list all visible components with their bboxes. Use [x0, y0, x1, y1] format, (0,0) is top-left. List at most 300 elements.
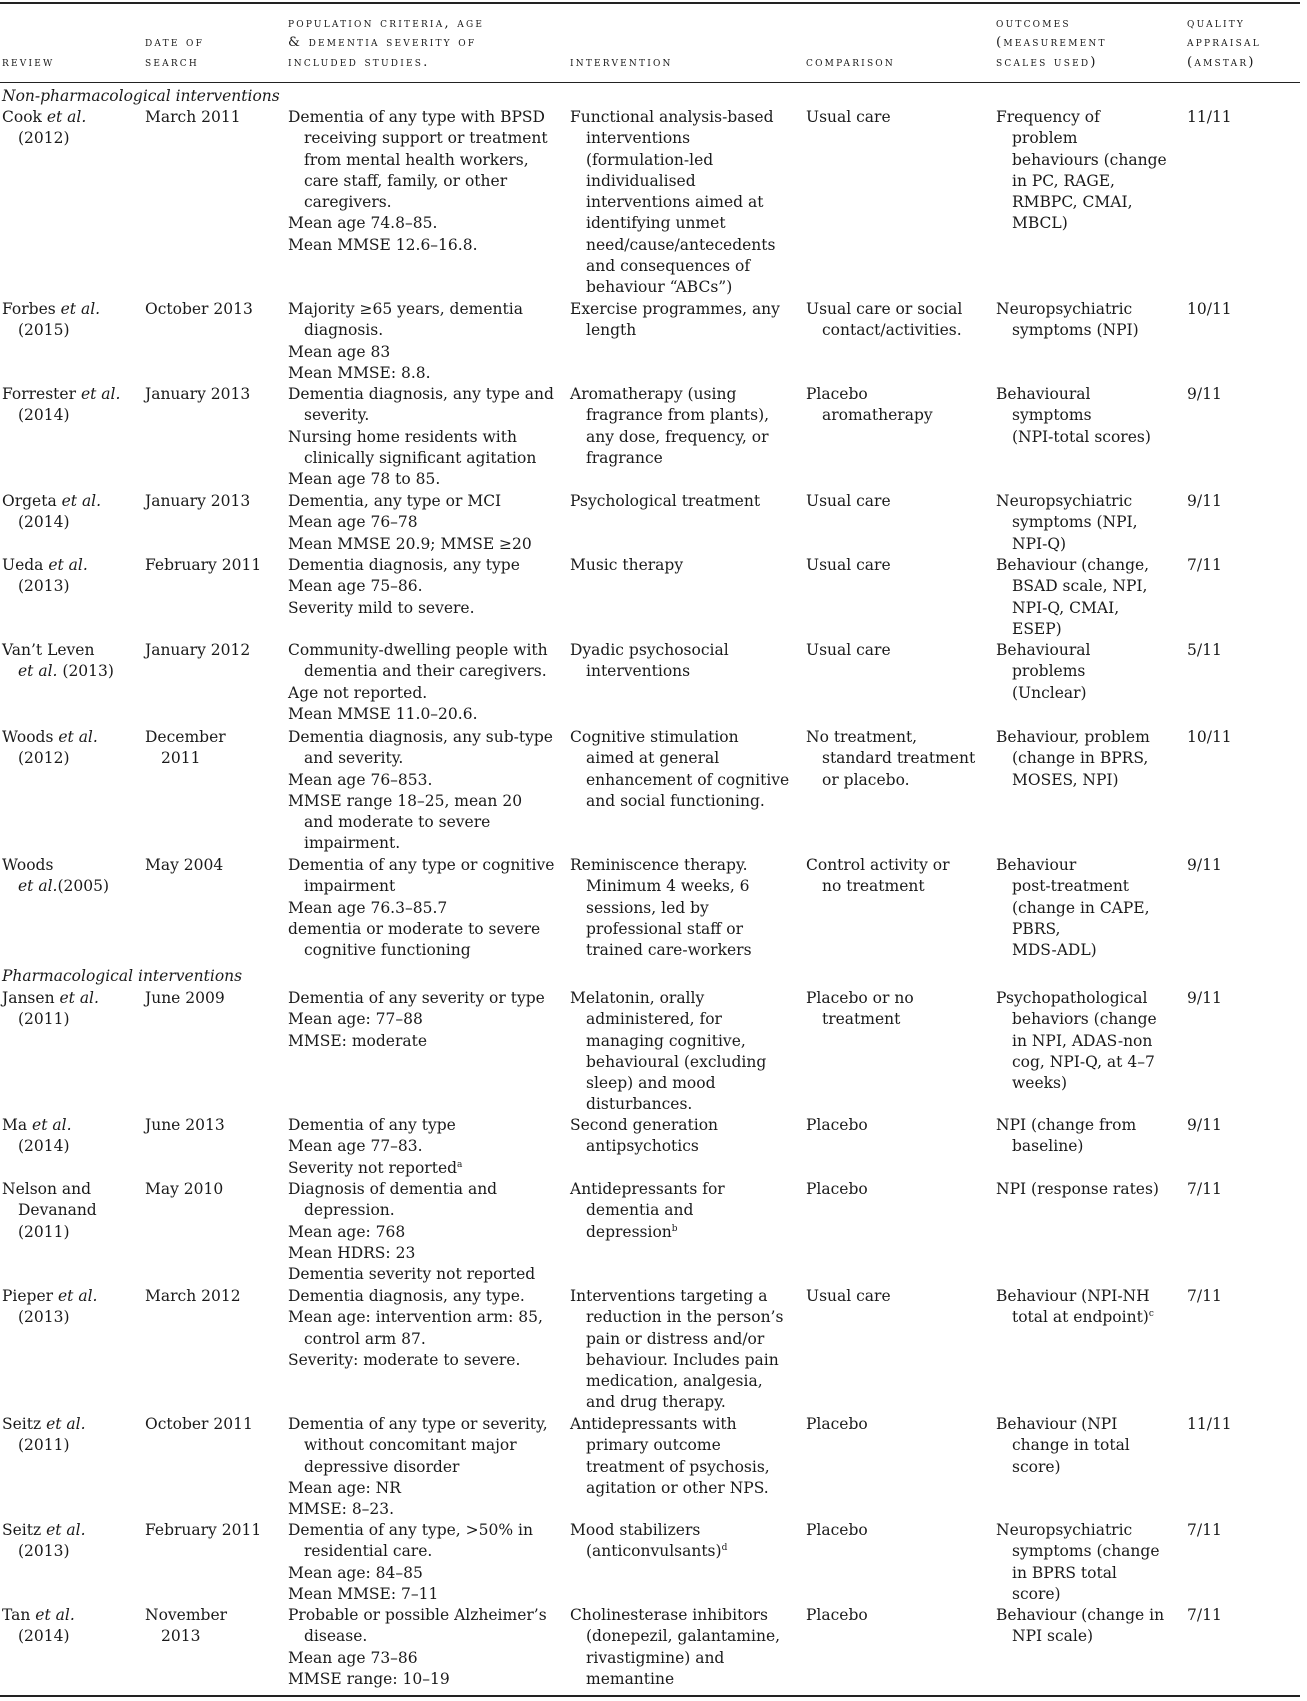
- comparison-line: Placebo: [806, 1606, 868, 1624]
- population-line: Mean age 74.8–85.: [288, 214, 438, 233]
- intervention-line: reduction in the person’s: [586, 1308, 784, 1327]
- population-line: Mean MMSE 20.9; MMSE ≥20: [288, 534, 532, 553]
- date-cell: [145, 1520, 285, 1541]
- et-al: et al.: [59, 989, 99, 1007]
- review-line: Ma et al.: [2, 1116, 72, 1134]
- population-item: [288, 1478, 558, 1499]
- et-al: et al.: [35, 1606, 75, 1624]
- date-cell: [145, 727, 285, 770]
- population-item: [288, 1286, 558, 1307]
- intervention-line: Psychological treatment: [570, 492, 761, 510]
- outcome-line: NPI scale): [1012, 1627, 1094, 1646]
- population-line: Mean age: 77–88: [288, 1010, 423, 1029]
- population-line: Mean HDRS: 23: [288, 1243, 416, 1262]
- date-line: October 2013: [145, 300, 253, 318]
- quality-cell: [1187, 1520, 1297, 1541]
- et-al: et al.: [18, 877, 58, 896]
- amstar-score: 9/11: [1187, 492, 1222, 510]
- header-review: review: [2, 54, 55, 70]
- date-cell: [145, 855, 285, 876]
- intervention-line: Functional analysis-based: [570, 108, 774, 126]
- outcome-line: Behaviour, problem: [996, 728, 1150, 746]
- review-line: (2013): [18, 577, 70, 596]
- population-item: [288, 299, 558, 342]
- comparison-cell: [806, 1115, 996, 1136]
- population-item: [288, 1179, 558, 1222]
- et-al: et al.: [60, 300, 101, 318]
- population-line: Mean age: 768: [288, 1222, 406, 1241]
- review-line: (2011): [18, 1222, 70, 1241]
- population-item: [288, 107, 558, 213]
- header-intervention: intervention: [570, 54, 673, 70]
- outcome-line: Behaviour: [996, 856, 1077, 874]
- intervention-line: dementia and: [586, 1201, 694, 1220]
- section-nonpharmacological: Non-pharmacological interventions: [2, 87, 280, 105]
- comparison-line: Usual care: [806, 108, 891, 126]
- intervention-line: any dose, frequency, or: [586, 427, 769, 446]
- comparison-cell: [806, 988, 996, 1031]
- review-line: Cook et al.: [2, 108, 87, 126]
- review-cell: [2, 640, 142, 683]
- outcome-line: cog, NPI-Q, at 4–7: [1012, 1052, 1155, 1071]
- population-line: Mean MMSE 11.0–20.6.: [288, 704, 478, 723]
- population-line: disease.: [304, 1627, 368, 1646]
- amstar-score: 9/11: [1187, 856, 1222, 874]
- population-line: Dementia severity not reported: [288, 1265, 536, 1284]
- comparison-line: Placebo: [806, 1415, 868, 1433]
- date-line: May 2004: [145, 856, 224, 874]
- intervention-line: trained care-workers: [586, 941, 752, 960]
- population-item: [288, 1243, 558, 1264]
- outcome-line: BSAD scale, NPI,: [1012, 577, 1148, 596]
- amstar-score: 9/11: [1187, 385, 1222, 403]
- population-item: [288, 1158, 558, 1179]
- population-cell: [288, 1414, 558, 1520]
- outcomes-cell: [996, 727, 1186, 791]
- intervention-line: need/cause/antecedents: [586, 235, 776, 254]
- review-cell: [2, 855, 142, 898]
- intervention-line: Melatonin, orally: [570, 989, 705, 1007]
- population-item: [288, 1520, 558, 1563]
- et-al: et al.: [46, 1521, 86, 1539]
- population-line: care staff, family, or other: [304, 171, 508, 190]
- outcome-line: symptoms (NPI): [1012, 321, 1139, 340]
- outcome-line: total at endpoint)$^c$: [1012, 1308, 1154, 1327]
- outcomes-cell: [996, 1286, 1186, 1329]
- population-cell: [288, 491, 558, 555]
- date-cell: [145, 1286, 285, 1307]
- comparison-cell: [806, 640, 996, 661]
- population-line: Dementia of any type: [288, 1116, 456, 1134]
- intervention-line: Antidepressants with: [570, 1415, 737, 1433]
- review-line: (2011): [18, 1436, 70, 1455]
- population-line: Mean age 76–853.: [288, 770, 433, 789]
- population-item: [288, 213, 558, 234]
- population-item: [288, 1563, 558, 1584]
- header-rule: [0, 82, 1300, 83]
- date-line: June 2009: [145, 989, 225, 1007]
- intervention-cell: [570, 1520, 795, 1563]
- intervention-line: Dyadic psychosocial: [570, 641, 729, 659]
- population-cell: [288, 107, 558, 256]
- outcome-line: Behavioural: [996, 385, 1091, 403]
- intervention-line: Reminiscence therapy.: [570, 856, 748, 874]
- comparison-line: aromatherapy: [822, 406, 933, 425]
- population-item: [288, 1115, 558, 1136]
- intervention-line: (anticonvulsants)$^d$: [586, 1542, 728, 1561]
- population-line: Severity mild to severe.: [288, 598, 475, 617]
- et-al: et al.: [61, 492, 102, 510]
- review-line: (2014): [18, 1137, 70, 1156]
- amstar-score: 7/11: [1187, 1287, 1222, 1305]
- review-cell: [2, 1179, 142, 1243]
- population-item: [288, 1264, 558, 1285]
- date-cell: [145, 299, 285, 320]
- review-line: Van’t Leven: [2, 641, 95, 659]
- intervention-line: administered, for: [586, 1010, 722, 1029]
- intervention-line: (formulation-led: [586, 150, 714, 169]
- outcomes-cell: [996, 491, 1186, 555]
- comparison-line: Usual care: [806, 492, 891, 510]
- intervention-line: medication, analgesia,: [586, 1372, 763, 1391]
- review-line: Devanand: [18, 1201, 97, 1220]
- population-item: [288, 555, 558, 576]
- comparison-line: contact/activities.: [822, 321, 962, 340]
- outcome-line: MOSES, NPI): [1012, 770, 1119, 789]
- outcome-line: Psychopathological: [996, 989, 1148, 1007]
- review-cell: [2, 1520, 142, 1563]
- population-line: Nursing home residents with: [288, 427, 517, 446]
- review-cell: [2, 1286, 142, 1329]
- et-al: et al.: [80, 385, 121, 403]
- outcome-line: NPI (response rates): [996, 1180, 1159, 1198]
- quality-cell: [1187, 491, 1297, 512]
- outcome-line: NPI (change from: [996, 1116, 1137, 1134]
- amstar-score: 10/11: [1187, 300, 1232, 318]
- intervention-line: interventions: [586, 129, 691, 148]
- comparison-cell: [806, 1286, 996, 1307]
- outcome-line: symptoms (NPI,: [1012, 513, 1138, 532]
- population-line: MMSE range: 10–19: [288, 1669, 450, 1688]
- intervention-line: Mood stabilizers: [570, 1521, 701, 1539]
- outcome-line: Behaviour (NPI: [996, 1415, 1118, 1433]
- outcome-line: symptoms (change: [1012, 1542, 1160, 1561]
- comparison-cell: [806, 1520, 996, 1541]
- population-line: Dementia of any severity or type: [288, 989, 545, 1007]
- outcome-line: Behaviour (change,: [996, 556, 1150, 574]
- quality-cell: [1187, 640, 1297, 661]
- header-comparison: comparison: [806, 54, 895, 70]
- date-line: 2013: [161, 1627, 201, 1646]
- intervention-line: interventions: [586, 662, 691, 681]
- date-cell: [145, 640, 285, 661]
- population-item: [288, 598, 558, 619]
- intervention-line: aimed at general: [586, 749, 720, 768]
- quality-cell: [1187, 384, 1297, 405]
- comparison-line: Placebo: [806, 385, 868, 403]
- population-cell: [288, 384, 558, 490]
- intervention-line: Music therapy: [570, 556, 684, 574]
- review-line: Woods et al.: [2, 728, 98, 746]
- population-item: [288, 576, 558, 597]
- population-line: Mean age 83: [288, 342, 391, 361]
- comparison-line: Placebo: [806, 1180, 868, 1198]
- comparison-cell: [806, 555, 996, 576]
- population-cell: [288, 555, 558, 619]
- outcome-line: baseline): [1012, 1137, 1084, 1156]
- population-item: [288, 704, 558, 725]
- intervention-cell: [570, 727, 795, 812]
- comparison-line: Usual care: [806, 556, 891, 574]
- bottom-rule: [0, 1695, 1300, 1697]
- population-line: Probable or possible Alzheimer’s: [288, 1606, 547, 1624]
- outcomes-cell: [996, 555, 1186, 640]
- outcome-line: MBCL): [1012, 214, 1068, 233]
- population-item: [288, 1414, 558, 1478]
- comparison-line: Usual care or social: [806, 300, 963, 318]
- population-line: Dementia, any type or MCI: [288, 492, 502, 510]
- date-cell: [145, 491, 285, 512]
- population-line: impairment.: [304, 834, 401, 853]
- intervention-line: fragrance from plants),: [586, 406, 770, 425]
- header-date: date of search: [145, 35, 205, 70]
- outcome-line: RMBPC, CMAI,: [1012, 193, 1133, 212]
- outcomes-cell: [996, 1414, 1186, 1478]
- review-line: Forbes et al.: [2, 300, 101, 318]
- review-line: (2013): [18, 1542, 70, 1561]
- population-item: [288, 512, 558, 533]
- population-line: Community-dwelling people with: [288, 641, 548, 659]
- population-item: [288, 640, 558, 683]
- review-line: Ueda et al.: [2, 556, 88, 574]
- intervention-line: and drug therapy.: [586, 1393, 726, 1412]
- date-line: February 2011: [145, 556, 262, 574]
- outcome-line: Neuropsychiatric: [996, 1521, 1133, 1539]
- population-item: [288, 1669, 558, 1690]
- review-cell: [2, 384, 142, 427]
- date-line: January 2012: [145, 641, 251, 659]
- population-line: Mean age: 84–85: [288, 1563, 423, 1582]
- intervention-line: pain or distress and/or: [586, 1329, 765, 1348]
- comparison-cell: [806, 727, 996, 791]
- population-line: Mean age 76.3–85.7: [288, 898, 448, 917]
- amstar-score: 10/11: [1187, 728, 1232, 746]
- outcomes-cell: [996, 1115, 1186, 1158]
- comparison-cell: [806, 491, 996, 512]
- review-line: (2012): [18, 749, 70, 768]
- population-cell: [288, 1520, 558, 1605]
- intervention-line: Exercise programmes, any: [570, 300, 780, 318]
- intervention-cell: [570, 1179, 795, 1243]
- review-cell: [2, 299, 142, 342]
- intervention-line: sleep) and mood: [586, 1074, 716, 1093]
- review-line: (2014): [18, 513, 70, 532]
- population-item: [288, 1648, 558, 1669]
- population-line: impairment: [304, 877, 396, 896]
- intervention-cell: [570, 107, 795, 299]
- outcomes-cell: [996, 1605, 1186, 1648]
- population-line: control arm 87.: [304, 1329, 426, 1348]
- intervention-line: Cognitive stimulation: [570, 728, 739, 746]
- population-line: diagnosis.: [304, 321, 384, 340]
- population-item: [288, 683, 558, 704]
- intervention-line: professional staff or: [586, 919, 743, 938]
- intervention-cell: [570, 855, 795, 961]
- intervention-cell: [570, 491, 795, 512]
- population-line: Mean age 75–86.: [288, 577, 423, 596]
- date-line: December: [145, 728, 226, 746]
- review-line: Seitz et al.: [2, 1521, 86, 1539]
- population-item: [288, 491, 558, 512]
- quality-cell: [1187, 1179, 1297, 1200]
- footnote-marker: c: [1148, 1309, 1154, 1320]
- et-al: et al.: [48, 556, 88, 574]
- review-cell: [2, 107, 142, 150]
- population-item: [288, 1009, 558, 1030]
- population-line: Dementia of any type with BPSD: [288, 108, 545, 126]
- intervention-cell: [570, 640, 795, 683]
- intervention-line: Aromatherapy (using: [570, 385, 737, 403]
- intervention-line: Minimum 4 weeks, 6: [586, 877, 750, 896]
- outcome-line: NPI-Q, CMAI,: [1012, 598, 1120, 617]
- intervention-line: behaviour. Includes pain: [586, 1350, 779, 1369]
- intervention-cell: [570, 384, 795, 469]
- comparison-line: Control activity or: [806, 856, 950, 874]
- et-al: et al.: [18, 662, 58, 681]
- population-item: [288, 1031, 558, 1052]
- quality-cell: [1187, 555, 1297, 576]
- comparison-cell: [806, 855, 996, 898]
- outcome-line: post-treatment: [1012, 877, 1130, 896]
- population-item: [288, 791, 558, 855]
- intervention-line: Interventions targeting a: [570, 1287, 768, 1305]
- population-item: [288, 384, 558, 427]
- population-line: clinically significant agitation: [304, 448, 537, 467]
- et-al: et al.: [58, 728, 98, 746]
- outcome-line: Behaviour (change in: [996, 1606, 1165, 1624]
- intervention-line: sessions, led by: [586, 898, 709, 917]
- intervention-line: enhancement of cognitive: [586, 770, 790, 789]
- comparison-line: Placebo: [806, 1116, 868, 1134]
- quality-cell: [1187, 855, 1297, 876]
- population-line: Mean MMSE: 7–11: [288, 1584, 439, 1603]
- review-line: (2013): [18, 1308, 70, 1327]
- intervention-cell: [570, 1414, 795, 1499]
- population-item: [288, 1350, 558, 1371]
- population-item: [288, 1584, 558, 1605]
- top-rule: [0, 2, 1300, 4]
- population-line: Dementia diagnosis, any type.: [288, 1287, 525, 1305]
- amstar-score: 11/11: [1187, 1415, 1232, 1433]
- quality-cell: [1187, 1605, 1297, 1626]
- population-line: Mean age 76–78: [288, 513, 418, 532]
- review-line: et al. (2013): [18, 662, 114, 681]
- intervention-line: depression$^b$: [586, 1222, 678, 1241]
- population-line: MMSE: 8–23.: [288, 1500, 395, 1519]
- date-line: June 2013: [145, 1116, 225, 1134]
- intervention-line: Antidepressants for: [570, 1180, 725, 1198]
- outcome-line: symptoms: [1012, 406, 1092, 425]
- population-line: residential care.: [304, 1542, 433, 1561]
- review-line: (2015): [18, 321, 70, 340]
- outcome-line: NPI-Q): [1012, 534, 1067, 553]
- intervention-line: behaviour “ABCs”): [586, 278, 733, 297]
- header-population: population criteria, age & dementia severity of included studies.: [288, 15, 485, 70]
- outcome-line: (change in BPRS,: [1012, 749, 1149, 768]
- quality-cell: [1187, 988, 1297, 1009]
- population-line: Dementia of any type, >50% in: [288, 1521, 533, 1539]
- amstar-score: 5/11: [1187, 641, 1222, 659]
- intervention-line: disturbances.: [586, 1095, 693, 1114]
- comparison-line: treatment: [822, 1010, 901, 1029]
- date-cell: [145, 1115, 285, 1136]
- population-item: [288, 1307, 558, 1350]
- review-line: Woods: [2, 856, 54, 874]
- review-line: (2014): [18, 406, 70, 425]
- outcome-line: (change in CAPE,: [1012, 898, 1150, 917]
- intervention-line: length: [586, 321, 637, 340]
- population-line: Severity not reported$^a$: [288, 1158, 463, 1177]
- population-cell: [288, 640, 558, 725]
- outcomes-cell: [996, 640, 1186, 704]
- population-cell: [288, 299, 558, 384]
- review-cell: [2, 491, 142, 534]
- comparison-cell: [806, 1605, 996, 1626]
- outcome-line: ESEP): [1012, 619, 1062, 638]
- intervention-line: agitation or other NPS.: [586, 1478, 769, 1497]
- outcomes-cell: [996, 855, 1186, 961]
- review-line: Orgeta et al.: [2, 492, 102, 510]
- population-line: Majority ≥65 years, dementia: [288, 300, 523, 318]
- comparison-line: Placebo or no: [806, 989, 914, 1007]
- date-cell: [145, 1414, 285, 1435]
- outcome-line: Neuropsychiatric: [996, 492, 1133, 510]
- intervention-line: identifying unmet: [586, 214, 726, 233]
- intervention-line: fragrance: [586, 448, 663, 467]
- comparison-line: No treatment,: [806, 728, 918, 746]
- review-line: Forrester et al.: [2, 385, 121, 403]
- quality-cell: [1187, 299, 1297, 320]
- population-line: receiving support or treatment: [304, 129, 548, 148]
- population-item: [288, 469, 558, 490]
- outcome-line: MDS-ADL): [1012, 941, 1097, 960]
- outcomes-cell: [996, 384, 1186, 448]
- intervention-line: (donepezil, galantamine,: [586, 1627, 781, 1646]
- comparison-line: Usual care: [806, 1287, 891, 1305]
- outcome-line: Behaviour (NPI-NH: [996, 1287, 1150, 1305]
- population-item: [288, 988, 558, 1009]
- outcome-line: (NPI-total scores): [1012, 427, 1151, 446]
- population-cell: [288, 855, 558, 961]
- population-item: [288, 727, 558, 770]
- population-line: MMSE: moderate: [288, 1031, 428, 1050]
- review-line: Nelson and: [2, 1180, 92, 1198]
- population-line: Dementia diagnosis, any sub-type: [288, 728, 553, 746]
- population-item: [288, 1605, 558, 1648]
- date-line: January 2013: [145, 492, 251, 510]
- review-cell: [2, 1414, 142, 1457]
- review-cell: [2, 727, 142, 770]
- header-outcomes: outcomes (measurement scales used): [996, 15, 1107, 70]
- population-line: severity.: [304, 406, 370, 425]
- intervention-cell: [570, 988, 795, 1116]
- outcomes-cell: [996, 107, 1186, 235]
- population-line: depression.: [304, 1201, 395, 1220]
- amstar-score: 9/11: [1187, 989, 1222, 1007]
- date-line: October 2011: [145, 1415, 253, 1433]
- review-line: Jansen et al.: [2, 989, 99, 1007]
- population-line: and moderate to severe: [304, 813, 491, 832]
